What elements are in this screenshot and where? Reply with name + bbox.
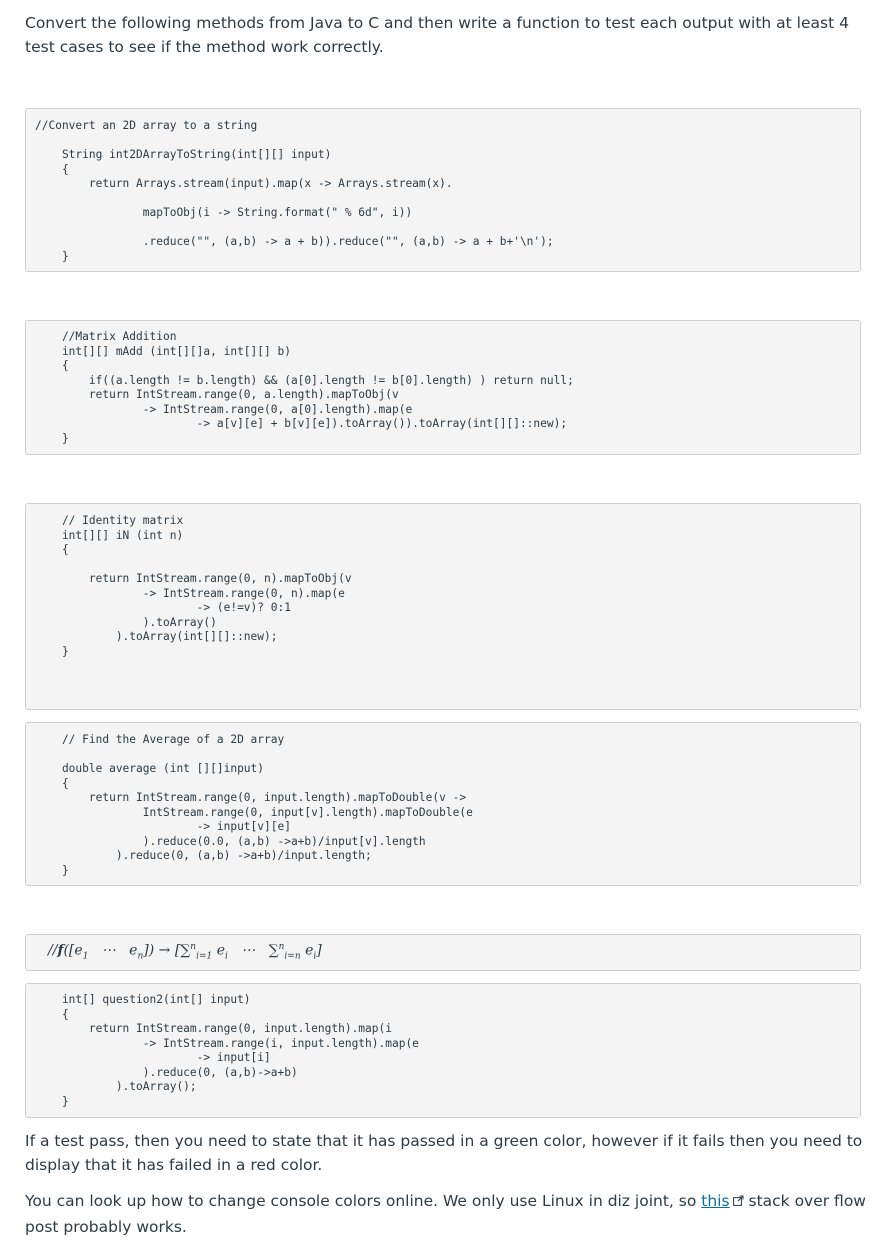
console-colors-before: You can look up how to change console colors online. We only use Linux in diz joint, so <box>25 1192 702 1210</box>
math-sum-1-sup: n <box>190 942 197 952</box>
code-line: } <box>35 249 69 263</box>
intro-text: Convert the following methods from Java to C and then write a function to test each output with at least 4 test cases to see if the method work correctly. <box>25 14 849 56</box>
code-line: if((a.length != b.length) && (a[0].length != b[0].length) ) return null; <box>88 373 574 387</box>
math-rhs-close: ] <box>316 942 322 959</box>
code-line: -> IntStream.range(i, input.length).map(e <box>142 1036 419 1050</box>
code-line: { <box>61 162 69 176</box>
code-line: } <box>35 863 69 877</box>
code-line: ).toArray() <box>142 615 217 629</box>
math-lhs-close: ]) <box>143 942 155 959</box>
math-sum-2: ∑ <box>268 942 279 959</box>
code-line: { <box>61 359 69 372</box>
code-line: .reduce("", (a,b) -> a + b)).reduce("", (a,b) -> a + b+'\n'); <box>142 235 554 248</box>
math-ei-1: e <box>216 942 225 959</box>
code-line: ).reduce(0, (a,b)->a+b) <box>142 1065 298 1079</box>
math-ei-2: e <box>305 942 314 959</box>
math-en: e <box>129 942 138 959</box>
code-line: ).toArray(int[][]::new); <box>115 630 278 643</box>
code-line: } <box>35 431 69 445</box>
math-e1-sub: 1 <box>82 951 89 962</box>
code-line: ).reduce(0.0, (a,b) ->a+b)/input[v].length <box>142 834 426 848</box>
math-rhs-open: [ <box>174 942 181 959</box>
code-line: IntStream.range(0, input[v].length).mapToDouble(e <box>142 805 473 819</box>
code-average <box>35 733 473 878</box>
math-lhs-open: ([ <box>63 942 75 959</box>
code-line: // Identity matrix <box>61 514 184 527</box>
code-line: mapToObj(i -> String.format(" % 6d", i)) <box>142 206 413 219</box>
math-sum-1-sub: i=1 <box>196 951 213 962</box>
code-line: double average (int [][]input) <box>61 762 265 775</box>
console-colors-text <box>25 1189 870 1239</box>
code-line: -> IntStream.range(0, a[0].length).map(e <box>142 402 413 416</box>
code-line: // Find the Average of a 2D array <box>61 733 285 746</box>
code-line: return IntStream.range(0, n).mapToObj(v <box>88 572 352 585</box>
test-pass-text: If a test pass, then you need to state that it has passed in a green color, however if it fails then you need to display that it has failed in a red color. <box>25 1132 863 1174</box>
math-dots-2: ⋯ <box>241 942 256 959</box>
code-line: int[][] iN (int n) <box>61 528 184 542</box>
external-link-icon <box>733 1191 744 1215</box>
code-line: ).toArray(); <box>115 1080 197 1093</box>
math-comment <box>48 942 322 961</box>
stackoverflow-link[interactable]: this <box>701 1192 730 1210</box>
math-prefix: // <box>48 942 58 959</box>
code-matrix-addition <box>35 330 574 446</box>
math-arrow: → <box>158 942 171 959</box>
code-identity-matrix <box>35 514 352 659</box>
code-line: return Arrays.stream(input).map(x -> Arrays.stream(x). <box>88 177 453 190</box>
code-line: -> a[v][e] + b[v][e]).toArray()).toArray(int[][]::new); <box>196 417 568 430</box>
code-line: return IntStream.range(0, a.length).mapToObj(v <box>88 388 399 401</box>
code-line: String int2DArrayToString(int[][] input) <box>61 148 332 161</box>
math-sum-1: ∑ <box>180 942 191 959</box>
code-question2 <box>35 993 419 1109</box>
code-line: -> input[i] <box>196 1051 271 1064</box>
code-line: { <box>61 543 69 556</box>
code-line: -> (e!=v)? 0:1 <box>196 601 291 614</box>
math-dots-1: ⋯ <box>101 942 116 959</box>
code-line: } <box>35 1094 69 1108</box>
console-colors-after: stack over flow post probably works. <box>25 1192 866 1236</box>
code-line: } <box>35 644 69 658</box>
code-line: return IntStream.range(0, input.length).map(i <box>88 1022 392 1035</box>
math-ei-1-sub: i <box>225 951 228 962</box>
math-e1: e <box>74 942 83 959</box>
code-line: -> input[v][e] <box>196 820 291 833</box>
code-line: ).reduce(0, (a,b) ->a+b)/input.length; <box>115 849 372 862</box>
code-line: //Convert an 2D array to a string <box>35 119 258 132</box>
code-block-matrix-addition <box>25 320 861 455</box>
code-line: { <box>61 776 69 790</box>
code-block-identity-matrix <box>25 503 861 710</box>
code-line: return IntStream.range(0, input.length).mapToDouble(v -> <box>88 791 467 804</box>
code-line: int[] question2(int[] input) <box>61 993 251 1006</box>
code-line: { <box>61 1007 69 1021</box>
code-int2darray-to-string <box>35 119 554 264</box>
math-sum-2-sub: i=n <box>284 951 301 962</box>
code-block-average <box>25 722 861 886</box>
math-ei-2-sub: i <box>313 951 317 962</box>
code-line: //Matrix Addition <box>61 330 177 343</box>
math-en-sub: n <box>137 951 144 962</box>
math-comment-box <box>25 934 861 971</box>
math-func: f <box>57 942 64 959</box>
code-line: -> IntStream.range(0, n).map(e <box>142 586 345 600</box>
code-block-question2 <box>25 983 861 1118</box>
code-line: int[][] mAdd (int[][]a, int[][] b) <box>61 344 291 358</box>
math-sum-2-sup: n <box>278 942 285 952</box>
code-block-int2darray-to-string <box>25 108 861 272</box>
